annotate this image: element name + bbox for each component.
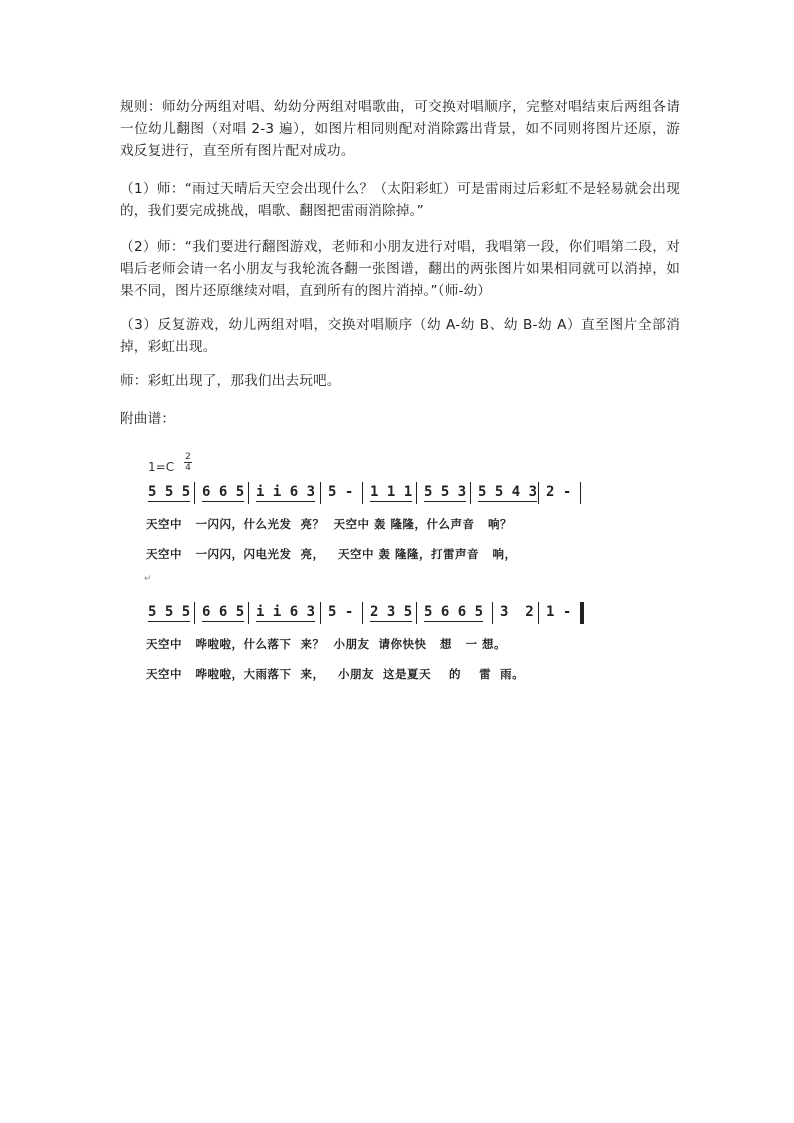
measure-note: 5 5 5 <box>148 604 191 620</box>
time-signature-bottom: 4 <box>185 463 191 473</box>
measure-note: 5 6 6 5 <box>424 604 484 620</box>
measure-note: 2 - <box>546 484 572 500</box>
appendix-heading: 附曲谱： <box>120 411 176 427</box>
measure-note: 1 1 1 <box>370 484 413 500</box>
key-signature: 1=C <box>148 460 175 474</box>
measure-note: 5 - <box>328 604 354 620</box>
lyrics-line-2-verse-1: 天空中 哗啦啦，什么落下 来？ 小朋友 请你快快 想 一 想。 <box>146 637 507 651</box>
measure-note: 5 5 4 3 <box>478 484 538 500</box>
notes-line-2 <box>140 604 572 628</box>
measure-note: 1 - <box>546 604 572 620</box>
lyrics-line-1-verse-1: 天空中 一闪闪，什么光发 亮？ 天空中 轰 隆隆，什么声音 响？ <box>146 517 513 531</box>
step-3-paragraph: （3）反复游戏，幼儿两组对唱，交换对唱顺序（幼 A-幼 B、幼 B-幼 A）直至图片全部消掉，彩虹出现。 <box>120 317 680 355</box>
measure-note: 5 - <box>328 484 354 500</box>
lyrics-line-1-verse-2: 天空中 一闪闪，闪电光发 亮， 天空中 轰 隆隆，打雷声音 响， <box>146 547 517 561</box>
step-1-paragraph: （1）师：“雨过天晴后天空会出现什么？（太阳彩虹）可是雷雨过后彩虹不是轻易就会出现的，我们要完成挑战，唱歌、翻图把雷雨消除掉。” <box>120 181 680 219</box>
rules-paragraph: 规则：师幼分两组对唱、幼幼分两组对唱歌曲，可交换对唱顺序，完整对唱结束后两组各请一位幼儿翻图（对唱 2-3 遍），如图片相同则配对消除露出背景，如不同则将图片还原，游戏反复进行，直至所有图片配对成功。 <box>120 99 680 159</box>
notes-line-1 <box>140 484 572 508</box>
measure-note: 5 5 5 <box>148 484 191 500</box>
measure-note: 3 2 <box>500 604 534 620</box>
measure-note: i i 6 3 <box>256 484 316 500</box>
measure-note: 6 6 5 <box>202 484 245 500</box>
measure-note: 5 5 3 <box>424 484 467 500</box>
ending-paragraph: 师：彩虹出现了，那我们出去玩吧。 <box>120 373 341 389</box>
measure-note: i i 6 3 <box>256 604 316 620</box>
step-2-paragraph: （2）师：“我们要进行翻图游戏，老师和小朋友进行对唱，我唱第一段，你们唱第二段，对唱后老师会请一名小朋友与我轮流各翻一张图谱，翻出的两张图片如果相同就可以消掉，如果不同，图片还原继续对唱，直到所有的图片消掉。”（师-幼） <box>120 239 680 299</box>
return-mark: ↵ <box>144 574 152 584</box>
lyrics-line-2-verse-2: 天空中 哗啦啦，大雨落下 来， 小朋友 这是夏天 的 雷 雨。 <box>146 667 525 681</box>
measure-note: 6 6 5 <box>202 604 245 620</box>
measure-note: 2 3 5 <box>370 604 413 620</box>
music-score <box>140 446 600 696</box>
time-signature-top: 2 <box>185 452 191 462</box>
time-signature <box>182 452 194 473</box>
